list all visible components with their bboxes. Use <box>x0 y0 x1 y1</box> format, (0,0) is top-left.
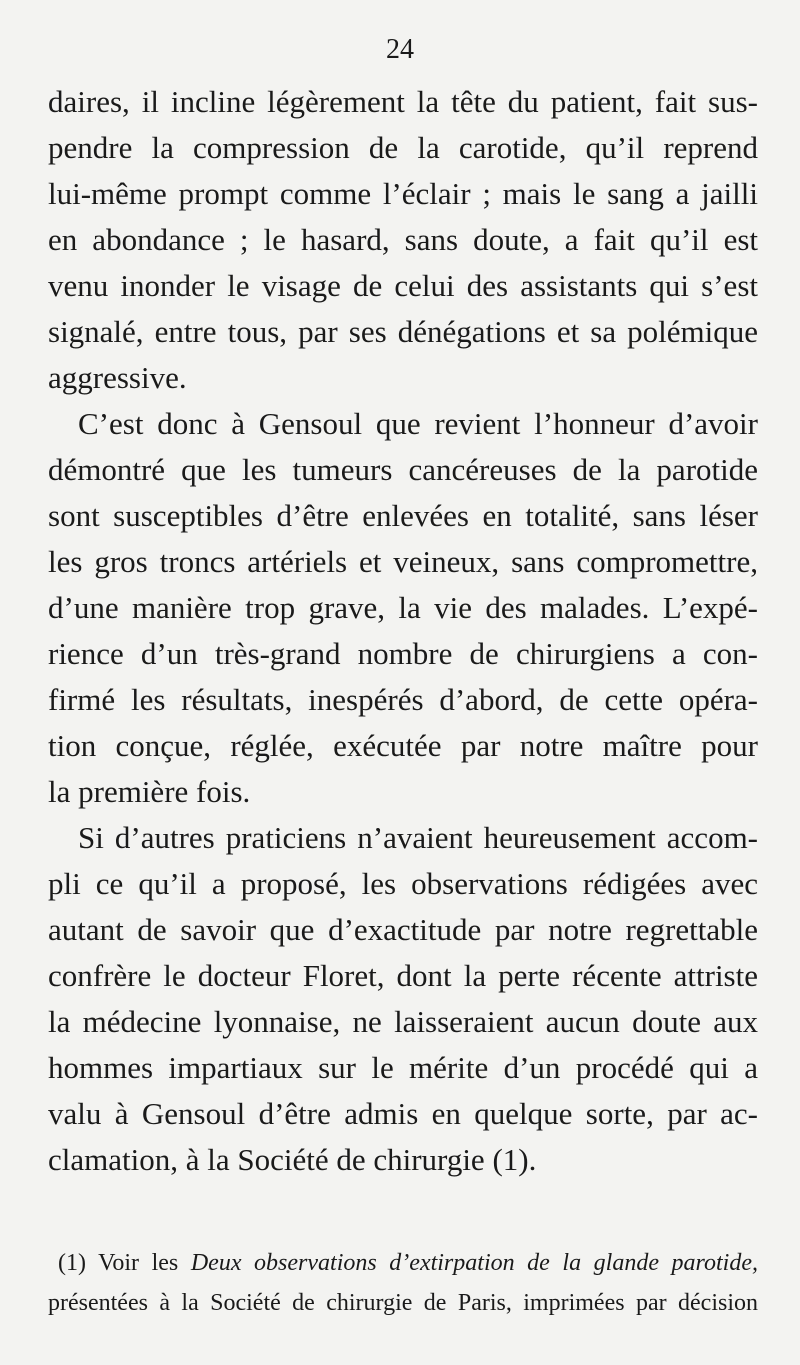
text-line: d’une manière trop grave, la vie des malades. L’expé- <box>48 590 758 625</box>
text-line: C’est donc à Gensoul que revient l’honneur d’avoir <box>78 406 758 441</box>
text-line: aggressive. <box>48 360 187 395</box>
text-line: démontré que les tumeurs cancéreuses de la parotide <box>48 452 758 487</box>
text-line: venu inonder le visage de celui des assistants qui s’est <box>48 268 758 303</box>
text-line: rience d’un très-grand nombre de chirurgiens a con- <box>48 636 758 671</box>
page-number: 24 <box>386 34 414 65</box>
text-line: valu à Gensoul d’être admis en quelque sorte, par ac- <box>48 1096 758 1131</box>
text-line: autant de savoir que d’exactitude par notre regrettable <box>48 912 758 947</box>
text-line: confrère le docteur Floret, dont la perte récente attriste <box>48 958 758 993</box>
text-line: signalé, entre tous, par ses dénégations et sa polémique <box>48 314 758 349</box>
text-line: hommes impartiaux sur le mérite d’un procédé qui a <box>48 1050 758 1085</box>
footnote-marker: (1) Voir les <box>58 1250 191 1276</box>
footnote-title: Deux observations d’extirpation de la glande parotide, <box>190 1250 758 1276</box>
text-line: pli ce qu’il a proposé, les observations rédigées avec <box>48 866 758 901</box>
text-line: daires, il incline légèrement la tête du patient, fait sus- <box>48 84 758 119</box>
text-line: la première fois. <box>48 774 251 809</box>
text-line: clamation, à la Société de chirurgie (1). <box>48 1142 537 1177</box>
text-line: en abondance ; le hasard, sans doute, a fait qu’il est <box>48 222 758 257</box>
text-line: tion conçue, réglée, exécutée par notre maître pour <box>48 728 758 763</box>
footnote-line: présentées à la Société de chirurgie de Paris, imprimées par décision <box>48 1290 758 1316</box>
text-line: sont susceptibles d’être enlevées en totalité, sans léser <box>48 498 758 533</box>
footnote <box>58 1248 758 1278</box>
text-line: la médecine lyonnaise, ne laisseraient aucun doute aux <box>48 1004 758 1039</box>
text-line: pendre la compression de la carotide, qu’il reprend <box>48 130 758 165</box>
text-line: firmé les résultats, inespérés d’abord, de cette opéra- <box>48 682 758 717</box>
text-line: lui-même prompt comme l’éclair ; mais le sang a jailli <box>48 176 758 211</box>
text-line: les gros troncs artériels et veineux, sans compromettre, <box>48 544 758 579</box>
text-line: Si d’autres praticiens n’avaient heureusement accom- <box>78 820 758 855</box>
